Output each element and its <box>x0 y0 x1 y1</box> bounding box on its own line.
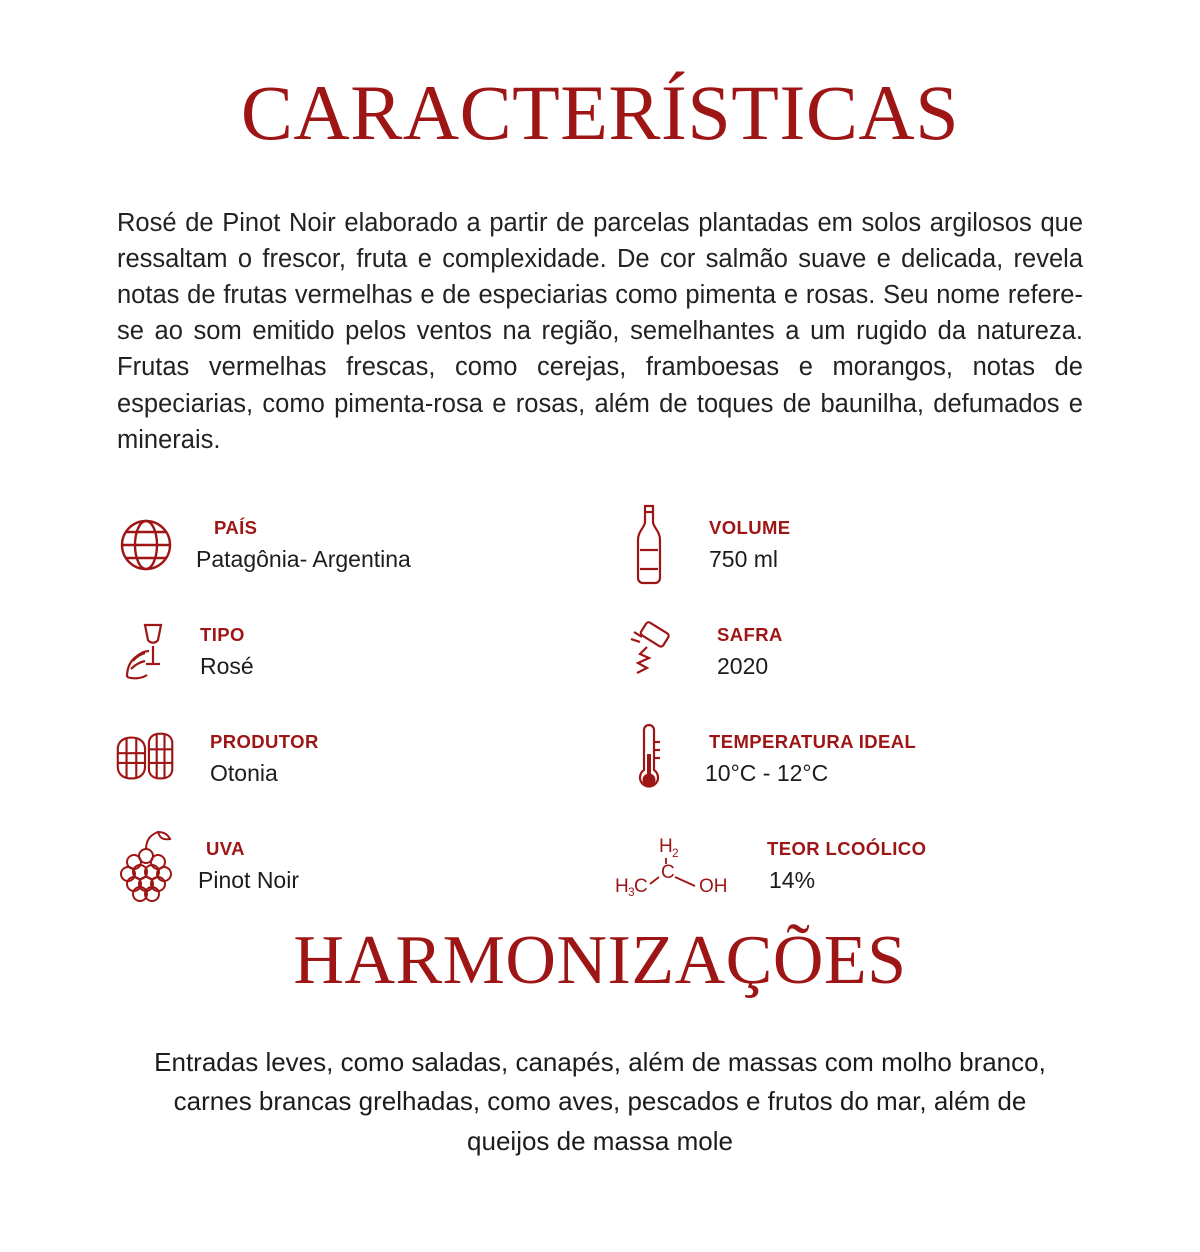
spec-item-teor-alcoolico <box>613 813 1090 920</box>
spec-item-produtor <box>110 706 587 813</box>
spec-value: Otonia <box>210 760 278 787</box>
pairings-description: Entradas leves, como saladas, canapés, além de massas com molho branco, carnes brancas grelhadas, como aves, pescados e frutos do mar, além de queijos de massa mole <box>154 1046 1046 1156</box>
spec-item-tipo <box>110 599 587 706</box>
svg-text:3: 3 <box>628 885 635 900</box>
spec-label: PAÍS <box>214 517 258 539</box>
wine-spec-sheet <box>0 52 1200 1252</box>
spec-label: UVA <box>206 838 245 860</box>
spec-label: TEMPERATURA IDEAL <box>709 731 917 753</box>
svg-text:H: H <box>615 876 629 898</box>
spec-label: TEOR LCOÓLICO <box>767 838 927 860</box>
spec-value: Pinot Noir <box>198 867 299 894</box>
spec-item-uva <box>110 813 587 920</box>
globe-icon <box>110 505 182 585</box>
characteristics-description: Rosé de Pinot Noir elaborado a partir de parcelas plantadas em solos argilosos que ressaltam o frescor, fruta e complexidade. De cor salmão suave e delicada, revela notas de frutas vermelhas e de especiarias como pimenta e rosas. Seu nome refere-se ao som emitido pelos ventos na região, semelhantes a um rugido da natureza. Frutas vermelhas frescas, como cerejas, framboesas e morangos, notas de especiarias, como pimenta-rosa e rosas, além de toques de baunilha, defumados e minerais. <box>117 208 1083 454</box>
spec-value: 750 ml <box>709 546 779 573</box>
svg-text:C: C <box>634 876 648 898</box>
spec-value: 10°C - 12°C <box>705 760 829 787</box>
ethanol-molecule-icon <box>613 826 733 906</box>
spec-value: Rosé <box>200 653 254 680</box>
grapes-icon <box>110 826 182 906</box>
spec-label: SAFRA <box>717 624 783 646</box>
svg-text:OH: OH <box>699 876 728 898</box>
spec-value: 2020 <box>717 653 769 680</box>
spec-label: VOLUME <box>709 517 791 539</box>
barrels-icon <box>110 719 182 799</box>
spec-item-pais <box>110 492 587 599</box>
spec-label: TIPO <box>200 624 245 646</box>
spec-item-volume <box>613 492 1090 599</box>
spec-item-safra <box>613 599 1090 706</box>
spec-value: Patagônia- Argentina <box>196 546 411 573</box>
specs-grid <box>110 492 1090 920</box>
characteristics-title: CARACTERÍSTICAS <box>240 69 960 157</box>
wine-glass-hand-icon <box>110 612 182 692</box>
spec-value: 14% <box>769 867 816 894</box>
svg-text:2: 2 <box>672 846 679 861</box>
spec-item-temperatura <box>613 706 1090 813</box>
svg-text:H: H <box>659 836 673 858</box>
pairings-title: HARMONIZAÇÕES <box>293 921 907 999</box>
wine-bottle-icon <box>613 505 685 585</box>
corkscrew-icon <box>613 612 685 692</box>
thermometer-icon <box>613 719 685 799</box>
spec-label: PRODUTOR <box>210 731 319 753</box>
svg-text:C: C <box>661 862 675 884</box>
